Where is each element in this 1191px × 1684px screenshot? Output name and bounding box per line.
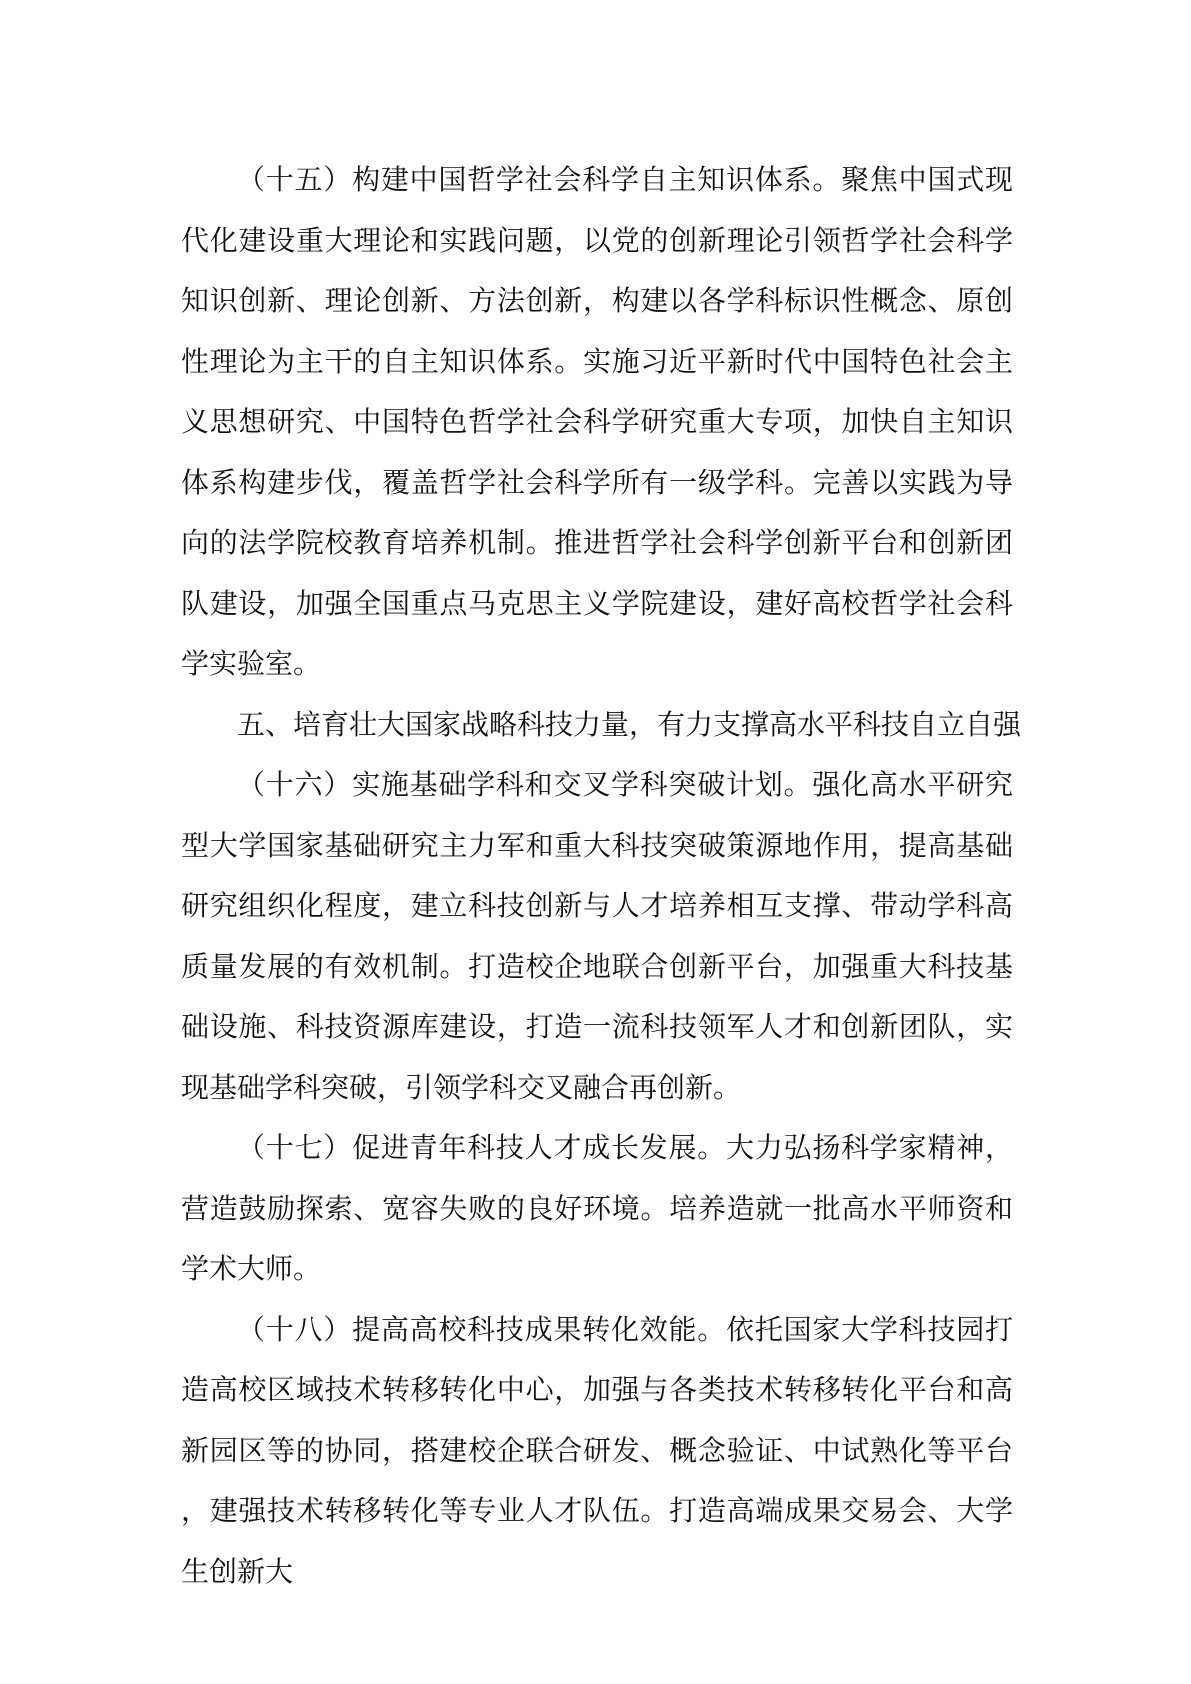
paragraph-17: （十七）促进青年科技人才成长发展。大力弘扬科学家精神，营造鼓励探索、宽容失败的良好环境。培养造就一批高水平师资和学术大师。: [181, 1131, 1013, 1285]
paragraph-16: （十六）实施基础学科和交叉学科突破计划。强化高水平研究型大学国家基础研究主力军和重大科技突破策源地作用，提高基础研究组织化程度，建立科技创新与人才培养相互支撑、带动学科高质量发展的有效机制。打造校企地联合创新平台，加强重大科技基础设施、科技资源库建设，打造一流科技领军人才和创新团队，实现基础学科突破，引领学科交叉融合再创新。: [181, 768, 1013, 1104]
document-body: [181, 150, 1022, 1602]
section-heading-5: 五、培育壮大国家战略科技力量，有力支撑高水平科技自立自强: [237, 707, 1022, 741]
paragraph-15: （十五）构建中国哲学社会科学自主知识体系。聚焦中国式现代化建设重大理论和实践问题，以党的创新理论引领哲学社会科学知识创新、理论创新、方法创新，构建以各学科标识性概念、原创性理论为主干的自主知识体系。实施习近平新时代中国特色社会主义思想研究、中国特色哲学社会科学研究重大专项，加快自主知识体系构建步伐，覆盖哲学社会科学所有一级学科。完善以实践为导向的法学院校教育培养机制。推进哲学社会科学创新平台和创新团队建设，加强全国重点马克思主义学院建设，建好高校哲学社会科学实验室。: [181, 163, 1013, 680]
paragraph-18: （十八）提高高校科技成果转化效能。依托国家大学科技园打造高校区域技术转移转化中心，加强与各类技术转移转化平台和高新园区等的协同，搭建校企联合研发、概念验证、中试熟化等平台，建强技术转移转化等专业人才队伍。打造高端成果交易会、大学生创新大: [181, 1312, 1013, 1588]
